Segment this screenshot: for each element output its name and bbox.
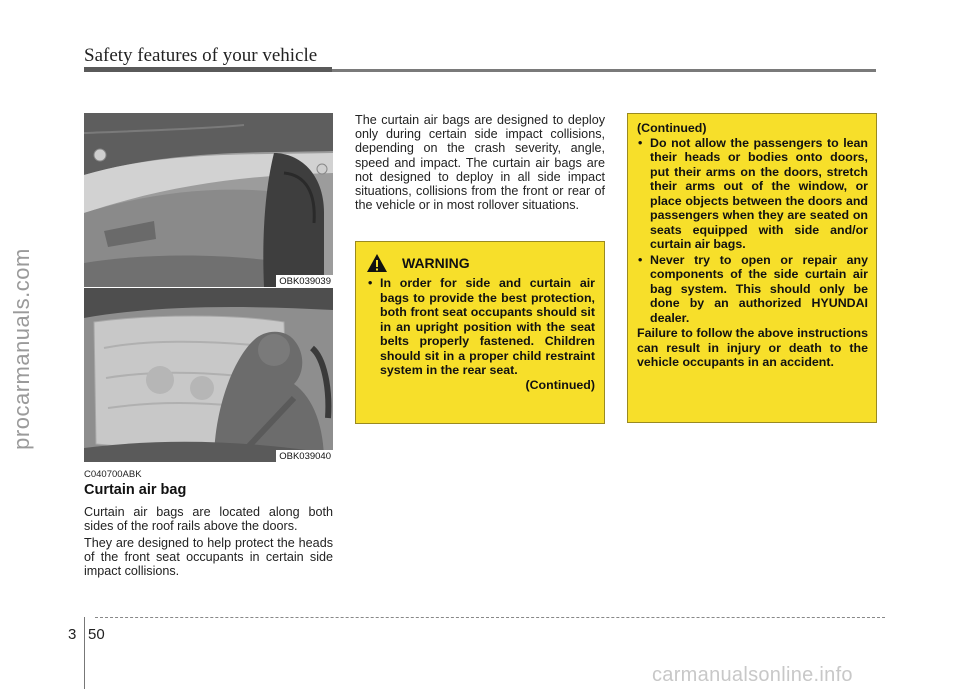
section-paragraph-2: They are designed to help protect the heads of the front seat occupants in certain side impact collisions.: [84, 536, 333, 579]
bottom-watermark: carmanualsonline.info: [652, 664, 853, 686]
continued-closing: Failure to follow the above instructions can result in injury or death to the vehicle occupants in an accident.: [637, 326, 868, 369]
section-heading: Curtain air bag: [84, 482, 187, 498]
page-number-divider: [84, 617, 85, 689]
warning-header: [366, 253, 470, 275]
figure-label-top: OBK039039: [276, 275, 333, 287]
curtain-airbag-photo-top: [84, 113, 333, 287]
side-watermark: procarmanuals.com: [9, 248, 34, 450]
header-rule: [84, 69, 876, 72]
chapter-number: 3: [68, 626, 77, 643]
warning-title: WARNING: [402, 255, 470, 271]
continued-lead: (Continued): [637, 121, 707, 135]
car-interior-image-bottom: [84, 288, 333, 462]
section-paragraph-1: Curtain air bags are located along both sides of the roof rails above the doors.: [84, 505, 333, 534]
continued-bullet-1: • Do not allow the passengers to lean their heads or bodies onto doors, put their arms on the doors, stretch their arms out of the window, or place objects between the doors and passengers when they are seated on seats equipped with side and/or curtain air bags.: [629, 136, 868, 252]
warning-continued-label: (Continued): [525, 377, 595, 392]
section-code: C040700ABK: [84, 469, 142, 480]
curtain-airbag-photo-bottom: [84, 288, 333, 462]
warning-bullet: • In order for side and curtain air bags to provide the best protection, both front seat occupants should sit in an upright position with the seat belts properly fastened. Children should sit in a proper child restraint system in the rear seat.: [359, 276, 595, 378]
warning-triangle-icon: [366, 253, 388, 273]
figure-label-bottom: OBK039040: [276, 450, 333, 462]
continued-bullet-2: • Never try to open or repair any components of the side curtain air bag system. This should only be done by an authorized HYUNDAI dealer.: [629, 253, 868, 326]
middle-paragraph: The curtain air bags are designed to deploy only during certain side impact collisions, depending on the crash severity, angle, speed and impact. The curtain air bags are not designed to deploy in all side impact situations, collisions from the front or rear of the vehicle or in most rollover situations.: [355, 113, 605, 213]
page-number: 50: [88, 626, 105, 643]
page-header-title: Safety features of your vehicle: [84, 45, 318, 66]
footer-dashed-rule: [95, 617, 885, 618]
continued-warning-box: [627, 113, 877, 423]
car-interior-image-top: [84, 113, 333, 287]
warning-box: [355, 241, 605, 424]
